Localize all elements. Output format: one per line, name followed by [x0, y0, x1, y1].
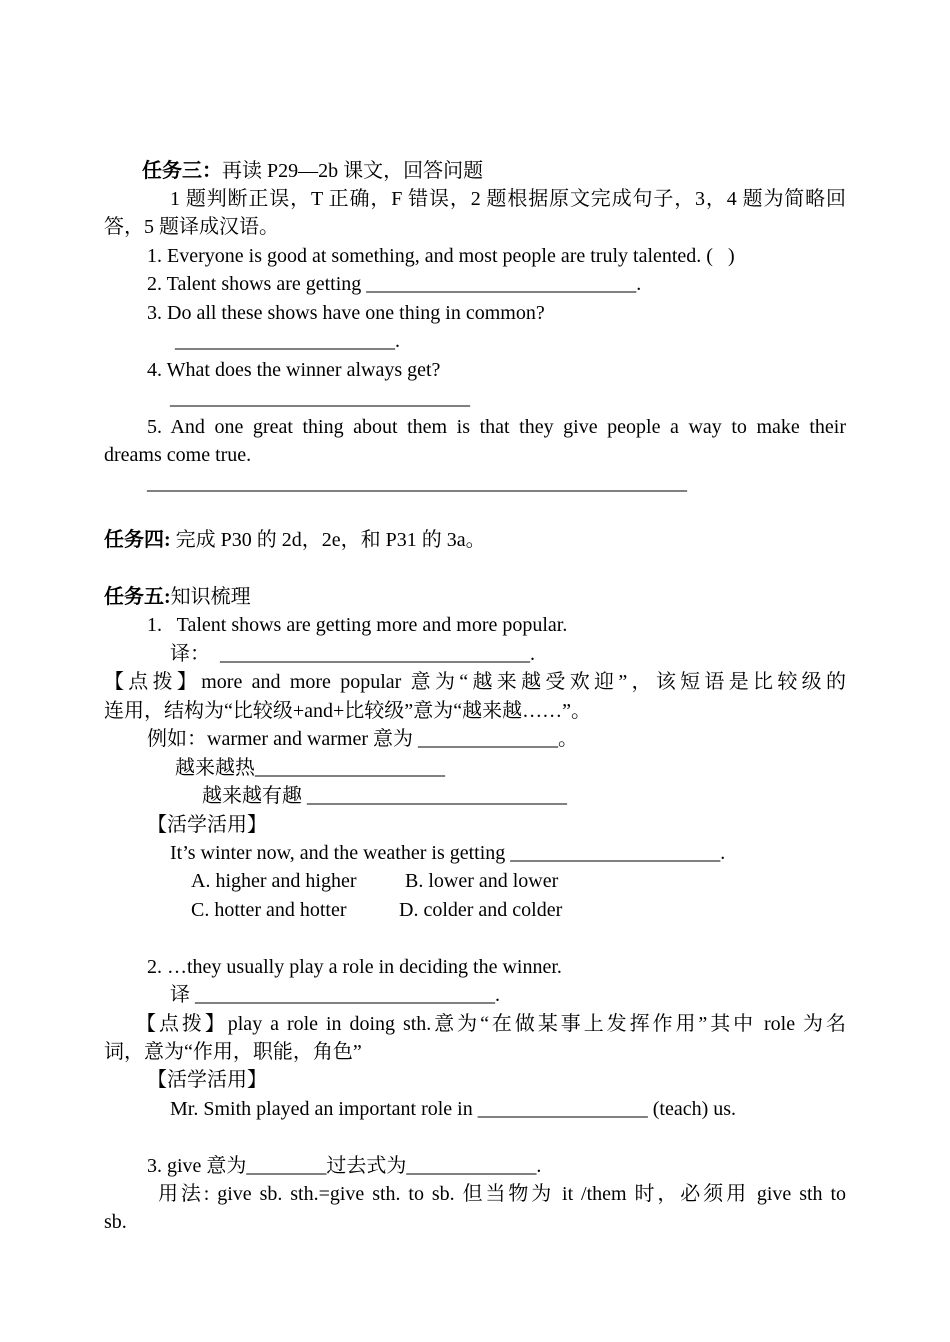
task3-question-2: 2. Talent shows are getting ___________________________. — [147, 273, 642, 295]
task3-question-5-line2: dreams come true. — [104, 444, 252, 466]
task3-question-4: 4. What does the winner always get? — [147, 359, 441, 381]
task3-question-4-answer-blank: ______________________________ — [170, 387, 470, 409]
task5-item1-option-a: A. higher and higher — [191, 870, 357, 892]
task5-item3-usage-line1: 用法: give sb. sth.=give sth. to sb. 但当物为 it /them 时，必须用 give sth to — [158, 1183, 846, 1205]
task5-item1-option-b: B. lower and lower — [405, 870, 559, 892]
task3-question-5-line1: 5. And one great thing about them is that they give people a way to make their — [147, 416, 846, 438]
task5-heading-text: 知识梳理 — [170, 586, 251, 608]
task3-question-1: 1. Everyone is good at something, and most people are truly talented. ( ) — [147, 245, 735, 267]
task5-item2-practice-question: Mr. Smith played an important role in _________________ (teach) us. — [170, 1098, 737, 1120]
task3-question-3-answer-blank: ______________________. — [175, 330, 400, 352]
task5-item1-practice-label: 【活学活用】 — [147, 814, 267, 836]
task5-item3-usage-line2: sb. — [104, 1211, 127, 1233]
task5-item2-translation: 译 ______________________________. — [170, 984, 500, 1006]
task4-text: 完成 P30 的 2d，2e，和 P31 的 3a。 — [170, 529, 486, 551]
task5-item1-sentence: 1. Talent shows are getting more and more popular. — [147, 614, 568, 636]
task5-item2-practice-label: 【活学活用】 — [147, 1069, 267, 1091]
task5-item1-tip-line2: 连用，结构为“比较级+and+比较级”意为“越来越……”。 — [104, 700, 591, 722]
task3-heading-line — [142, 158, 483, 184]
task5-item3-sentence: 3. give 意为________过去式为_____________. — [147, 1155, 542, 1177]
task3-intro-line2: 答，5 题译成汉语。 — [104, 216, 279, 238]
task5-item1-option-c: C. hotter and hotter — [191, 899, 347, 921]
task5-item1-option-d: D. colder and colder — [399, 899, 563, 921]
task3-intro-line1: 1 题判断正误，T 正确，F 错误，2 题根据原文完成句子，3，4 题为简略回 — [170, 188, 846, 210]
task5-item2-tip-line2: 词，意为“作用，职能，角色” — [104, 1041, 362, 1063]
task3-question-5-answer-blank: ______________________________________________________ — [147, 472, 687, 494]
task5-item1-example-interesting: 越来越有趣 __________________________ — [202, 785, 567, 807]
task3-heading-text: 再读 P29—2b 课文，回答问题 — [222, 160, 484, 182]
task5-item1-example-hot: 越来越热___________________ — [175, 757, 445, 779]
task5-item1-example: 例如：warmer and warmer 意为 ______________。 — [147, 728, 579, 750]
task3-question-3: 3. Do all these shows have one thing in common? — [147, 302, 545, 324]
task4-heading: 任务四: — [104, 529, 171, 551]
task4-line — [104, 527, 486, 553]
task5-heading: 任务五: — [104, 586, 171, 608]
task5-item2-tip-line1: 【点拨】play a role in doing sth.意为“在做某事上发挥作用”其中 role 为名 — [136, 1013, 846, 1035]
task5-heading-line — [104, 584, 251, 610]
task5-item1-tip-line1: 【点拨】more and more popular 意为“越来越受欢迎”，该短语是比较级的 — [104, 671, 846, 693]
task5-item1-practice-question: It’s winter now, and the weather is getting _____________________. — [170, 842, 726, 864]
task3-heading: 任务三： — [142, 160, 222, 182]
task5-item2-sentence: 2. …they usually play a role in deciding the winner. — [147, 956, 562, 978]
task5-item1-translation: 译： _______________________________. — [170, 643, 535, 665]
